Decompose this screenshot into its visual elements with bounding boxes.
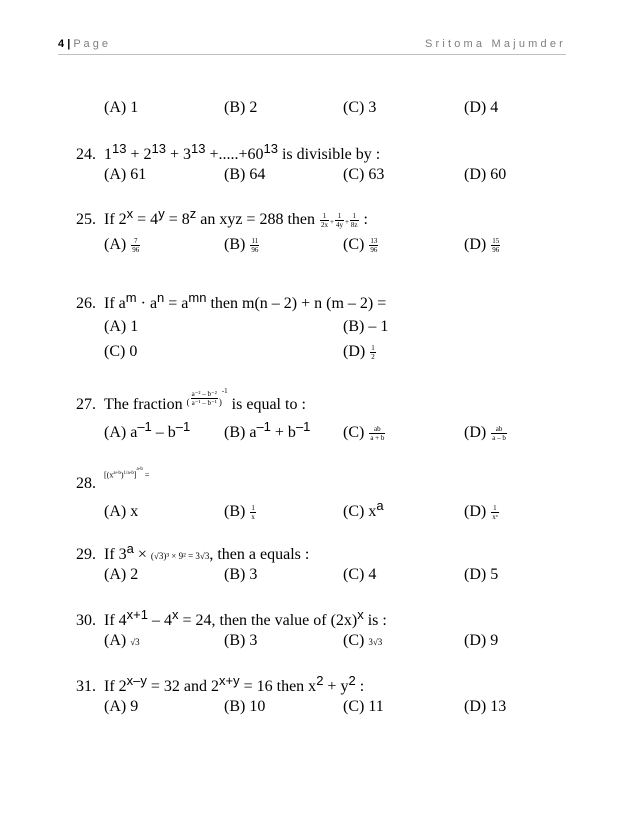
author-name: Sritoma Majumder	[424, 38, 566, 50]
q25-text: If $2^x = 4^y = 8^z$ an xyz = 288 then $\frac{1}{2x}$ + $\frac{1}{4y}$ + $\frac{1}{8z}$ :	[104, 206, 368, 229]
q30-option-b: (B) 3	[224, 632, 258, 649]
q31-option-d: (D) 13	[464, 698, 507, 715]
q26-number: 26.	[76, 295, 96, 312]
q28-option-d: (D) $\frac{1}{\text{xᵃ}}$	[464, 503, 498, 521]
q23-option-a: (A) 1	[104, 99, 139, 116]
q30-text: If $4^{x+1} - 4^x = 24$, then the value of $(2x)^x$ is :	[104, 607, 387, 629]
q30-option-c: (C) 3√3	[343, 632, 383, 649]
q31-option-a: (A) 9	[104, 698, 139, 715]
q23-option-b: (B) 2	[224, 99, 258, 116]
page-word: P a g e	[73, 38, 108, 50]
q25-frac-3: $\frac{1}{8z}$	[350, 211, 358, 229]
q24-option-b: (B) 64	[224, 166, 266, 183]
q29-number: 29.	[76, 546, 96, 563]
q23-option-c: (C) 3	[343, 99, 377, 116]
q28-option-b: (B) $\frac{1}{x}$	[224, 503, 255, 521]
q25-frac-1: $\frac{1}{2x}$	[321, 211, 328, 229]
q29-option-b: (B) 3	[224, 566, 258, 583]
q31-text: If $2^{x-y} = 32$ and $2^{x+y} = 16$ then $x^2 + y^2$ :	[104, 673, 365, 695]
q27-option-c: (C) $\frac{ab}{a + b}$	[343, 424, 385, 442]
q31-number: 31.	[76, 678, 96, 695]
q29-option-d: (D) 5	[464, 566, 499, 583]
header-separator: |	[67, 38, 71, 50]
q30-option-a: (A) √3	[104, 632, 140, 649]
q28-option-a: (A) x	[104, 503, 139, 520]
q29-option-c: (C) 4	[343, 566, 377, 583]
q30-number: 30.	[76, 612, 96, 629]
q30-option-d: (D) 9	[464, 632, 499, 649]
q25-frac-2: $\frac{1}{4y}$	[335, 211, 343, 229]
page-number: 4	[58, 38, 65, 50]
q27-number: 27.	[76, 396, 96, 413]
q28-option-c: (C) $x^a$	[343, 498, 384, 520]
q26-option-a: (A) 1	[104, 318, 139, 335]
q24-number: 24.	[76, 146, 96, 163]
q26-option-d: (D) $\frac{1}{2}$	[343, 343, 375, 361]
q27-option-b: (B) $a^{-1} + b^{-1}$	[224, 419, 311, 441]
q28-expression: $[(x^{a+b})^{1/a-b}]^{a-b}$ =	[104, 467, 150, 480]
q24-option-a: (A) 61	[104, 166, 147, 183]
q26-option-c: (C) 0	[104, 343, 138, 360]
header-rule	[58, 54, 566, 55]
q29-text: If $3^a \times (√3)^3 \times 9^2 = 3√3$, then a equals :	[104, 541, 310, 563]
q25-option-b: (B) $\frac{11}{96}$	[224, 236, 259, 254]
q31-option-b: (B) 10	[224, 698, 266, 715]
q25-option-a: (A) $\frac{7}{96}$	[104, 236, 140, 254]
q25-option-d: (D) $\frac{15}{96}$	[464, 236, 500, 254]
q24-option-c: (C) 63	[343, 166, 385, 183]
q29-option-a: (A) 2	[104, 566, 139, 583]
q26-text: If $a^m \cdot a^n = a^{mn}$ then m(n – 2) + n (m – 2) =	[104, 290, 387, 312]
q23-option-d: (D) 4	[464, 99, 499, 116]
q28-number: 28.	[76, 475, 96, 492]
page-header	[58, 38, 566, 58]
q27-fraction: $\frac{\text{a⁻² – b⁻²}}{\text{a⁻¹ – b⁻¹}}$	[191, 389, 217, 407]
page-label	[58, 38, 108, 50]
q31-option-c: (C) 11	[343, 698, 384, 715]
q27-option-a: (A) $a^{-1} - b^{-1}$	[104, 419, 191, 441]
q25-number: 25.	[76, 211, 96, 228]
q24-option-d: (D) 60	[464, 166, 507, 183]
q26-option-b: (B) – 1	[343, 318, 389, 335]
q27-text: The fraction ( $\frac{\text{a⁻² – b⁻²}}{\text{a⁻¹ – b⁻¹}}$ $^{)-1}$ is equal to :	[104, 387, 306, 413]
q29-expression: (√3)³ × 9² = 3√3	[150, 551, 210, 561]
q24-text: $1^{13} + 2^{13} + 3^{13} +.....+60^{13}$ is divisible by :	[104, 141, 381, 163]
q25-option-c: (C) $\frac{13}{96}$	[343, 236, 378, 254]
q27-option-d: (D) $\frac{ab}{a - b}$	[464, 424, 506, 442]
